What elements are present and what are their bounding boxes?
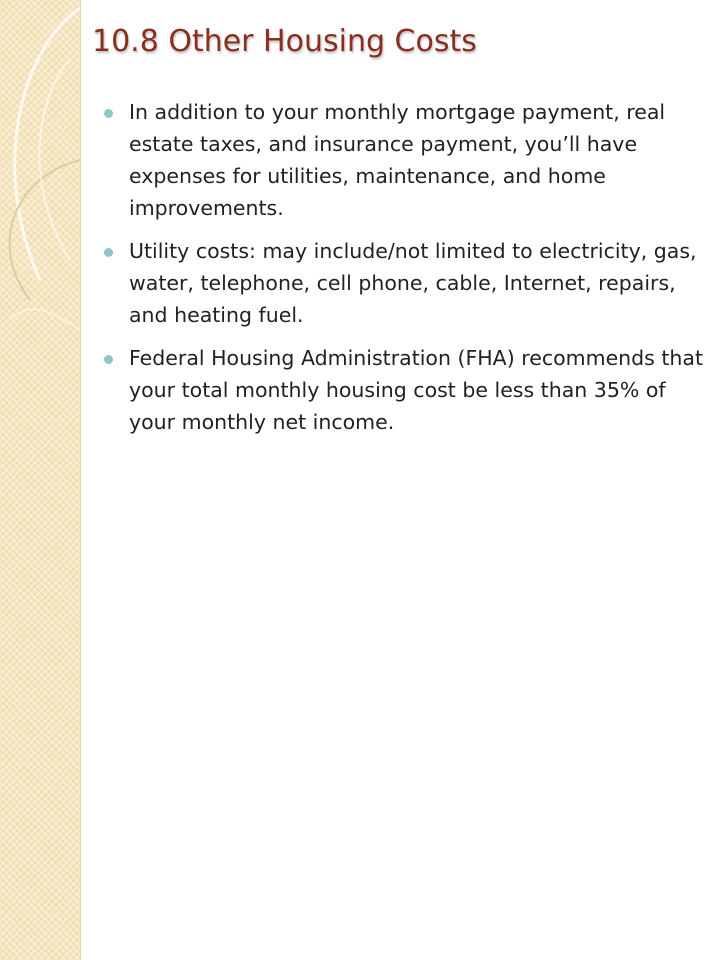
decorative-side-panel bbox=[0, 0, 81, 960]
bullet-text: Federal Housing Administration (FHA) recommends that your total monthly housing cost be less than 35% of your monthly net income. bbox=[129, 346, 704, 434]
bullet-dot-icon bbox=[104, 355, 113, 364]
bullet-text: In addition to your monthly mortgage payment, real estate taxes, and insurance payment, you’ll have expenses for utilities, maintenance, and home improvements. bbox=[129, 100, 666, 220]
bullet-item bbox=[104, 235, 704, 331]
bullet-list bbox=[104, 96, 704, 449]
bullet-item bbox=[104, 342, 704, 438]
decorative-swirl-graphic bbox=[0, 0, 80, 960]
bullet-dot-icon bbox=[104, 248, 113, 257]
bullet-item bbox=[104, 96, 704, 224]
bullet-dot-icon bbox=[104, 109, 113, 118]
slide-title: 10.8 Other Housing Costs bbox=[92, 24, 477, 59]
bullet-text: Utility costs: may include/not limited to electricity, gas, water, telephone, cell phone, cable, Internet, repairs, and heating fuel. bbox=[129, 239, 697, 327]
